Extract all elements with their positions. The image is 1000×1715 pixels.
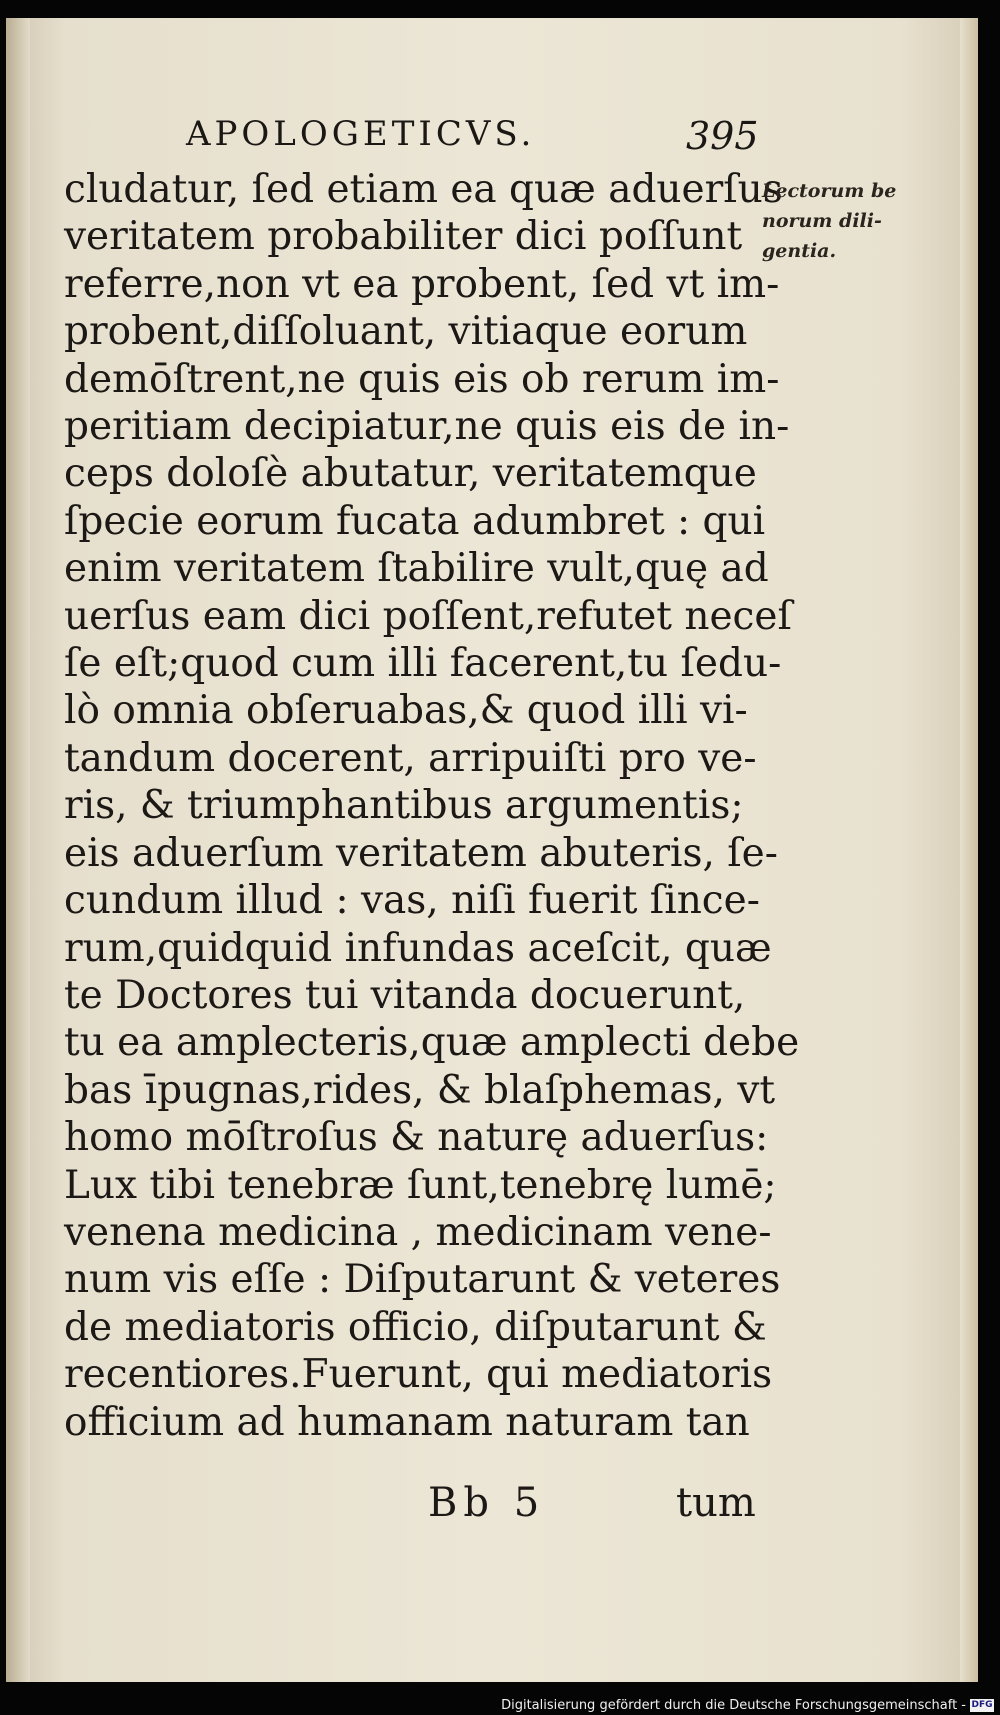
marginal-note-line: norum dili- <box>762 210 882 232</box>
page-number: 395 <box>686 114 759 158</box>
text-line: bas īpugnas,rides, & blaſphemas, vt <box>64 1067 776 1113</box>
text-line: ſe eſt;quod cum illi facerent,tu ſedu- <box>64 641 782 687</box>
text-line: lò omnia obſeruabas,& quod illi vi- <box>64 688 748 734</box>
text-line: num vis eſſe : Diſputarunt & veteres <box>64 1257 781 1303</box>
digitization-credit: Digitalisierung gefördert durch die Deutsche Forschungsgemeinschaft - <box>501 1698 966 1713</box>
text-line: referre,non vt ea probent, ſed vt im- <box>64 261 780 307</box>
text-line: ris, & triumphantibus argumentis; <box>64 783 744 829</box>
page-edge-shadow <box>960 18 978 1682</box>
page-gutter-shadow <box>6 18 30 1682</box>
marginal-note-line: Lectorum be <box>762 180 897 202</box>
text-line: eis aduerſum veritatem abuteris, ſe- <box>64 830 778 876</box>
text-line: uerſus eam dici poſſent,refutet neceſ <box>64 593 792 639</box>
text-line: ſpecie eorum fucata adumbret : qui <box>64 498 766 544</box>
book-page <box>6 18 978 1682</box>
dfg-logo: DFG <box>971 1700 993 1710</box>
text-line: tandum docerent, arripuiſti pro ve- <box>64 735 757 781</box>
signature-mark: Bb 5 <box>428 1480 546 1526</box>
text-line: peritiam decipiatur,ne quis eis de in- <box>64 404 790 450</box>
text-line: homo mōſtroſus & naturę aduerſus: <box>64 1115 769 1161</box>
text-line: veritatem probabiliter dici poſſunt <box>64 214 743 260</box>
text-line: probent,diſſoluant, vitiaque eorum <box>64 309 748 355</box>
marginal-note <box>762 176 932 266</box>
text-line: cundum illud : vas, niſi fuerit ſince- <box>64 878 760 924</box>
text-line: ceps doloſè abutatur, veritatemque <box>64 451 757 497</box>
text-line: rum,quidquid infundas aceſcit, quæ <box>64 925 772 971</box>
text-line: te Doctores tui vitanda docuerunt, <box>64 972 746 1018</box>
text-line: officium ad humanam naturam tan <box>64 1399 750 1445</box>
text-line: tu ea amplecteris,quæ amplecti debe <box>64 1020 800 1066</box>
text-line: cludatur, ſed etiam ea quæ aduerſus <box>64 167 783 212</box>
text-line: Lux tibi tenebræ ſunt,tenebrę lumē; <box>64 1162 777 1208</box>
text-line: venena medicina , medicinam vene- <box>64 1209 772 1255</box>
marginal-note-line: gentia. <box>762 240 837 262</box>
text-line: recentiores.Fuerunt, qui mediatoris <box>64 1352 773 1398</box>
text-line: demōſtrent,ne quis eis ob rerum im- <box>64 356 780 402</box>
catchword: tum <box>676 1480 756 1526</box>
text-line: de mediatoris officio, diſputarunt & <box>64 1304 767 1350</box>
running-head: APOLOGETICVS. <box>186 114 536 154</box>
text-line: enim veritatem ſtabilire vult,quę ad <box>64 546 769 592</box>
